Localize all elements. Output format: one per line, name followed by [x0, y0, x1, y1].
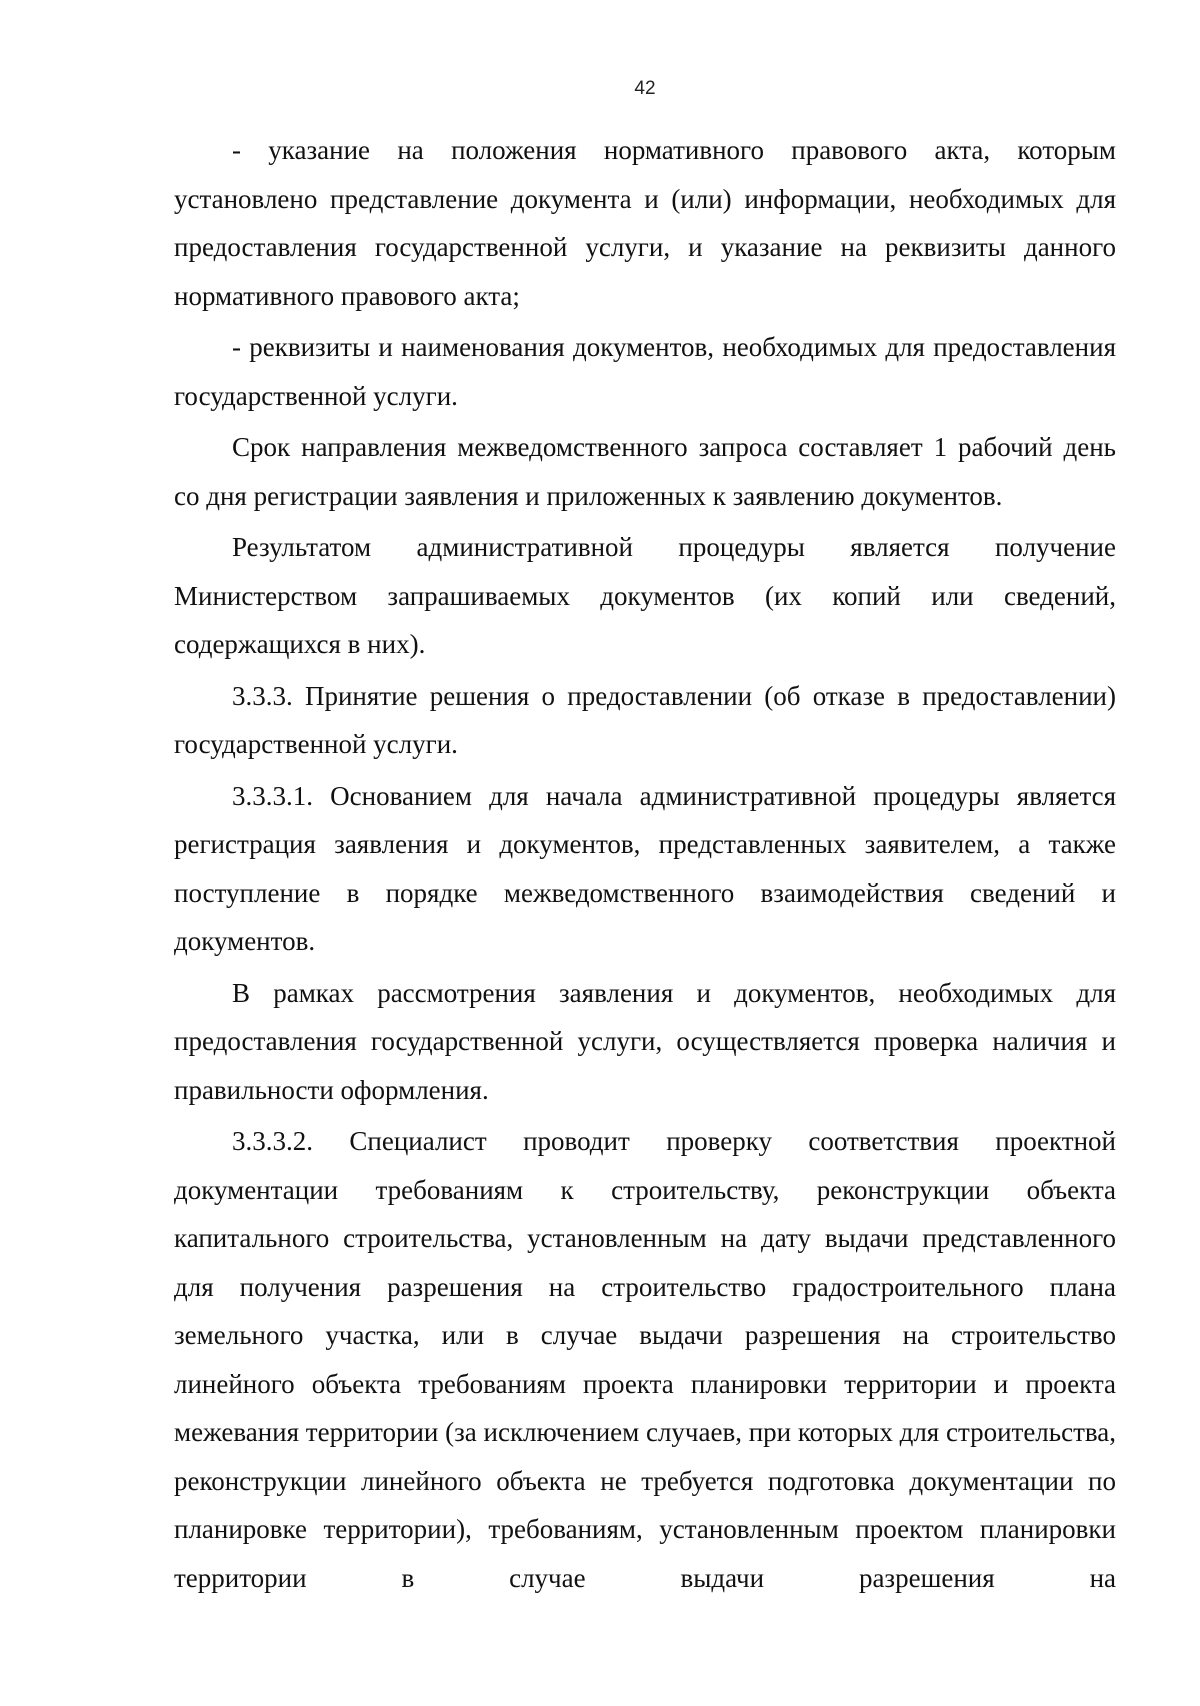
paragraph-section-3-3-3-2: 3.3.3.2. Специалист проводит проверку соответствия проектной документации требованиям к строительству, реконструкции объекта капитального строительства, установленным на дату выдачи представленного для получения разрешения на строительство градостроительного плана земельного участка, или в случае выдачи разрешения на строительство линейного объекта требованиям проекта планировки территории и проекта межевания территории (за исключением случаев, при которых для строительства, реконструкции линейного объекта не требуется подготовка документации по планировке территории), требованиям, установленным проектом планировки территории в случае выдачи разрешения на — [174, 1126, 1117, 1593]
paragraph-section-3-3-3-1: 3.3.3.1. Основанием для начала административной процедуры является регистрация заявления и документов, представленных заявителем, а также поступление в порядке межведомственного взаимодействия сведений и документов. — [174, 780, 1116, 956]
document-body — [174, 126, 1116, 1602]
page-number: 42 — [634, 78, 656, 99]
paragraph-legal-act-reference: - указание на положения нормативного правового акта, которым установлено представление документа и (или) информации, необходимых для предоставления государственной услуги, и указание на реквизиты данного нормативного правового акта; — [174, 135, 1116, 311]
paragraph-document-requisites: - реквизиты и наименования документов, необходимых для предоставления государственной услуги. — [174, 332, 1116, 411]
paragraph-section-3-3-3: 3.3.3. Принятие решения о предоставлении (об отказе в предоставлении) государственной услуги. — [174, 680, 1116, 759]
paragraph-request-deadline: Срок направления межведомственного запроса составляет 1 рабочий день со дня регистрации заявления и приложенных к заявлению документов. — [174, 432, 1116, 511]
paragraph-review-scope: В рамках рассмотрения заявления и документов, необходимых для предоставления государственной услуги, осуществляется проверка наличия и правильности оформления. — [174, 977, 1116, 1105]
paragraph-procedure-result: Результатом административной процедуры является получение Министерством запрашиваемых документов (их копий или сведений, содержащихся в них). — [174, 532, 1116, 659]
